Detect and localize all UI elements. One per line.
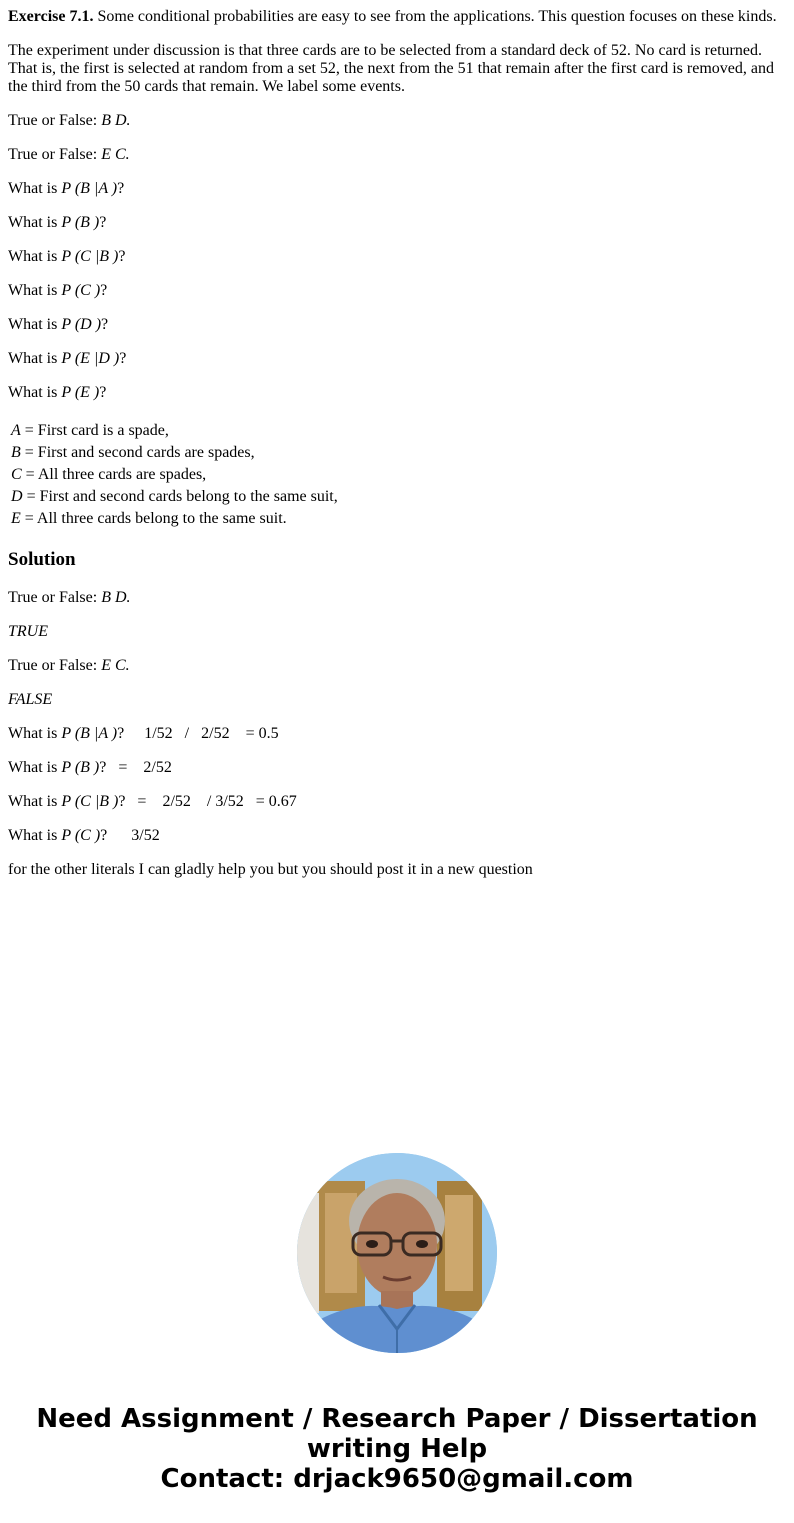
footer-line-1: Need Assignment / Research Paper / Dissertation — [36, 1404, 758, 1434]
exercise-intro — [8, 8, 786, 26]
question-7: What is P (D )? — [8, 316, 109, 333]
solution-line-4: What is P (B )? = 2/52 — [8, 759, 172, 776]
footer-line-2: writing Help — [306, 1434, 488, 1464]
event-e: E = All three cards belong to the same suit. — [11, 510, 287, 527]
solution-line-6: What is P (C )? 3/52 — [8, 827, 160, 844]
event-definitions — [11, 420, 338, 530]
event-d: D = First and second cards belong to the same suit, — [11, 488, 338, 505]
footer-contact: Contact: drjack9650@gmail.com — [160, 1464, 634, 1494]
question-3: What is P (B |A )? — [8, 180, 125, 197]
exercise-lead: Some conditional probabilities are easy to see from the applications. This question focuses on these kinds. — [93, 8, 777, 25]
solution-heading: Solution — [8, 549, 76, 570]
solution-closing-note: for the other literals I can gladly help you but you should post it in a new question — [8, 861, 533, 878]
question-4: What is P (B )? — [8, 214, 107, 231]
question-9: What is P (E )? — [8, 384, 107, 401]
solution-answer-true: TRUE — [8, 623, 48, 640]
exercise-description: The experiment under discussion is that three cards are to be selected from a standard deck of 52. No card is returned. That is, the first is selected at random from a set 52, the next from the 51 that remain after the first card is removed, and the third from the 50 cards that remain. We label some events. — [8, 42, 774, 95]
question-1: True or False: B D. — [8, 112, 131, 129]
exercise-label: Exercise 7.1. — [8, 8, 94, 25]
question-5: What is P (C |B )? — [8, 248, 126, 265]
question-2: True or False: E C. — [8, 146, 130, 163]
event-b: B = First and second cards are spades, — [11, 444, 255, 461]
solution-answer-false: FALSE — [8, 691, 53, 708]
footer-advert — [0, 1404, 794, 1494]
question-8: What is P (E |D )? — [8, 350, 127, 367]
question-6: What is P (C )? — [8, 282, 108, 299]
event-a: A = First card is a spade, — [11, 422, 169, 439]
author-avatar — [297, 1153, 497, 1353]
solution-line-5: What is P (C |B )? = 2/52 / 3/52 = 0.67 — [8, 793, 297, 810]
solution-line-1: True or False: B D. — [8, 589, 131, 606]
author-portrait-image — [297, 1153, 497, 1353]
solution-line-3: What is P (B |A )? 1/52 / 2/52 = 0.5 — [8, 725, 279, 742]
solution-line-2: True or False: E C. — [8, 657, 130, 674]
event-c: C = All three cards are spades, — [11, 466, 207, 483]
